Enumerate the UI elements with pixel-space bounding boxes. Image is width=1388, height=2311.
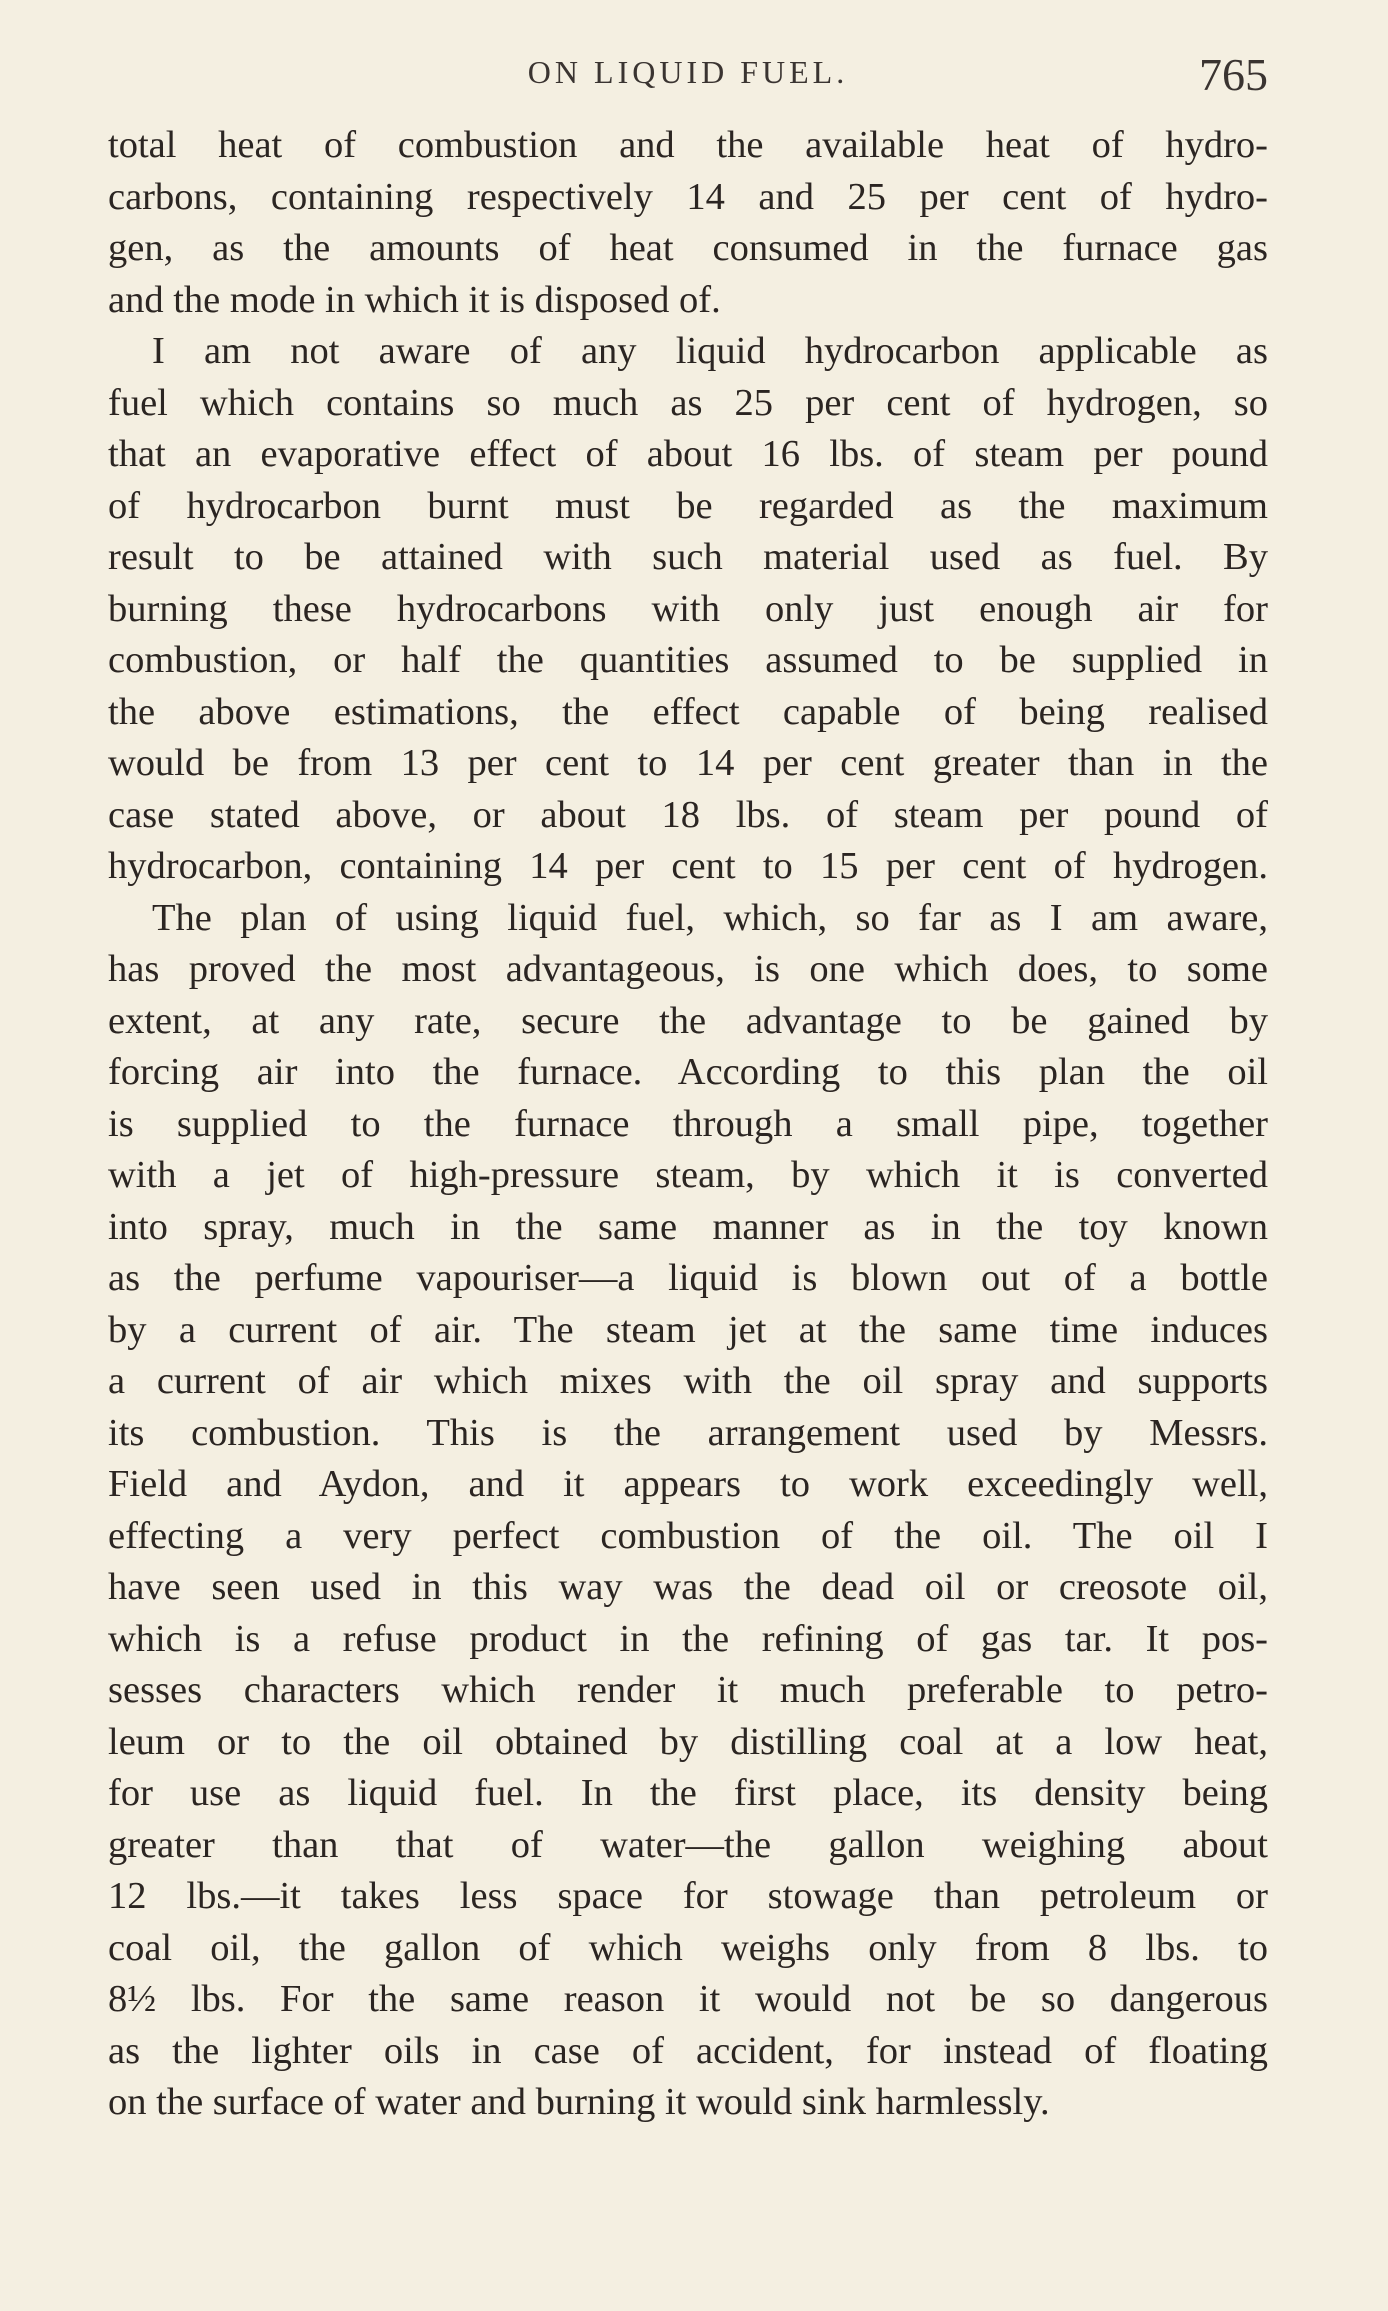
text-line: sesses characters which render it much preferable to petro- xyxy=(108,1669,1268,1711)
text-line: Field and Aydon, and it appears to work exceedingly well, xyxy=(108,1463,1268,1505)
text-line: leum or to the oil obtained by distilling coal at a low heat, xyxy=(108,1720,1268,1763)
body-text xyxy=(108,120,1268,2129)
text-line: for use as liquid fuel. In the first place, its density being xyxy=(108,1772,1268,1814)
text-line: with a jet of high-pressure steam, by which it is converted xyxy=(108,1154,1268,1196)
text-line: coal oil, the gallon of which weighs only from 8 lbs. to xyxy=(108,1926,1268,1969)
text-line: its combustion. This is the arrangement used by Messrs. xyxy=(108,1411,1268,1454)
text-line: of hydrocarbon burnt must be regarded as the maximum xyxy=(108,484,1268,527)
text-line: 8½ lbs. For the same reason it would not be so dangerous xyxy=(108,1978,1268,2020)
text-line: 12 lbs.—it takes less space for stowage than petroleum or xyxy=(108,1875,1268,1917)
text-line: The plan of using liquid fuel, which, so far as I am aware, xyxy=(152,896,1268,939)
text-line: and the mode in which it is disposed of. xyxy=(108,278,721,321)
text-line: into spray, much in the same manner as in the toy known xyxy=(108,1205,1268,1248)
paragraph-2 xyxy=(108,326,1268,893)
text-line: forcing air into the furnace. According to this plan the oil xyxy=(108,1051,1268,1093)
running-head xyxy=(108,48,1268,108)
text-line: that an evaporative effect of about 16 lbs. of steam per pound xyxy=(108,433,1268,475)
text-line: which is a refuse product in the refining of gas tar. It pos- xyxy=(108,1617,1268,1660)
text-line: hydrocarbon, containing 14 per cent to 15 per cent of hydrogen. xyxy=(108,845,1268,887)
text-line: a current of air which mixes with the oil spray and supports xyxy=(108,1360,1268,1402)
text-line: combustion, or half the quantities assumed to be supplied in xyxy=(108,639,1268,681)
text-line: is supplied to the furnace through a small pipe, together xyxy=(108,1102,1268,1145)
running-head-title: ON LIQUID FUEL. xyxy=(527,54,849,90)
text-line: effecting a very perfect combustion of the oil. The oil I xyxy=(108,1514,1268,1557)
text-line: have seen used in this way was the dead oil or creosote oil, xyxy=(108,1566,1268,1608)
text-line: has proved the most advantageous, is one which does, to some xyxy=(108,948,1268,990)
paragraph-1 xyxy=(108,120,1268,326)
paragraph-3 xyxy=(108,893,1268,2129)
text-line: extent, at any rate, secure the advantage to be gained by xyxy=(108,999,1268,1042)
text-line: case stated above, or about 18 lbs. of steam per pound of xyxy=(108,793,1268,836)
page-number: 765 xyxy=(1199,49,1268,100)
text-line: would be from 13 per cent to 14 per cent greater than in the xyxy=(108,742,1268,784)
text-line: the above estimations, the effect capable of being realised xyxy=(108,690,1268,733)
text-line: as the perfume vapouriser—a liquid is blown out of a bottle xyxy=(108,1257,1268,1299)
text-line: as the lighter oils in case of accident, for instead of floating xyxy=(108,2029,1268,2072)
text-line: burning these hydrocarbons with only just enough air for xyxy=(108,587,1268,630)
text-line: by a current of air. The steam jet at the same time induces xyxy=(108,1308,1268,1351)
text-line: on the surface of water and burning it would sink harmlessly. xyxy=(108,2081,1050,2123)
text-line: gen, as the amounts of heat consumed in the furnace gas xyxy=(108,227,1268,269)
text-line: I am not aware of any liquid hydrocarbon applicable as xyxy=(152,330,1268,372)
text-line: total heat of combustion and the available heat of hydro- xyxy=(108,124,1268,166)
text-line: greater than that of water—the gallon weighing about xyxy=(108,1823,1268,1866)
text-line: carbons, containing respectively 14 and 25 per cent of hydro- xyxy=(108,175,1268,218)
text-line: result to be attained with such material used as fuel. By xyxy=(108,536,1268,578)
text-line: fuel which contains so much as 25 per cent of hydrogen, so xyxy=(108,381,1268,424)
